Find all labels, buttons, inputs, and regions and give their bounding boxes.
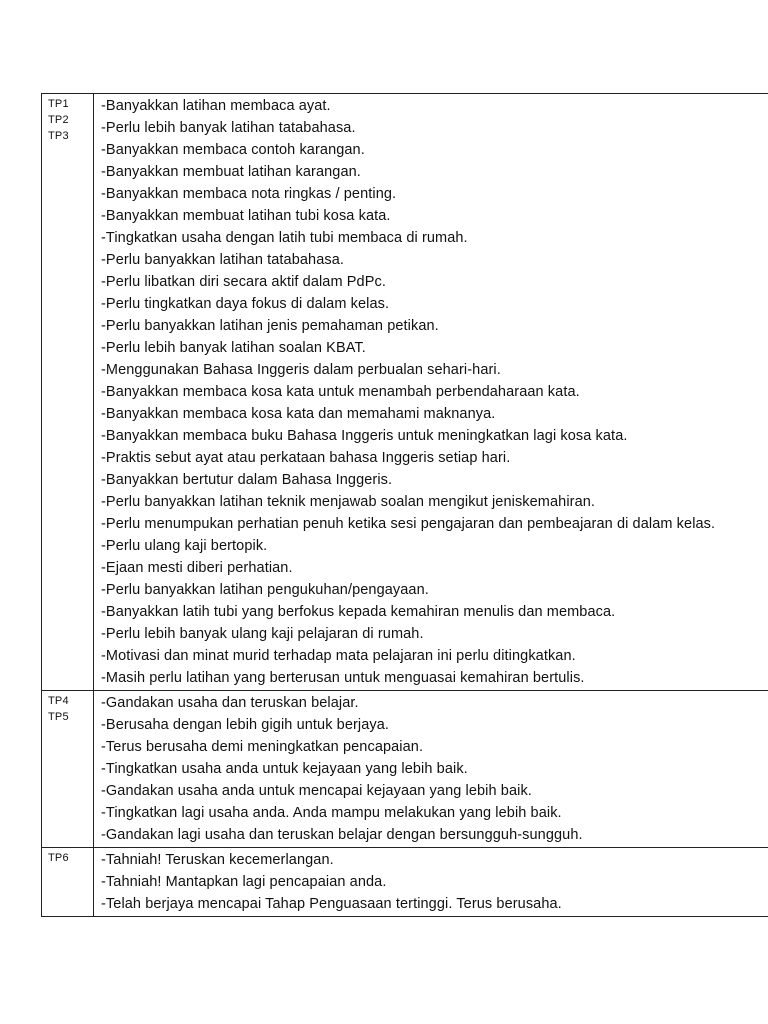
comment-line: -Perlu banyakkan latihan teknik menjawab soalan mengikut jeniskemahiran. xyxy=(101,494,596,510)
comment-line: -Banyakkan membaca buku Bahasa Inggeris untuk meningkatkan lagi kosa kata. xyxy=(101,428,628,444)
comment-line: -Banyakkan membaca kosa kata dan memahami maknanya. xyxy=(101,406,496,422)
level-label: TP3 xyxy=(48,130,69,142)
comment-line: -Masih perlu latihan yang berterusan untuk menguasai kemahiran bertulis. xyxy=(101,670,585,686)
comment-line: -Perlu lebih banyak ulang kaji pelajaran di rumah. xyxy=(101,626,424,642)
comment-line: -Banyakkan membuat latihan tubi kosa kata. xyxy=(101,208,391,224)
level-cell xyxy=(42,848,94,917)
comment-line: -Tingkatkan usaha anda untuk kejayaan yang lebih baik. xyxy=(101,761,468,777)
level-label: TP4 xyxy=(48,695,69,707)
comments-cell xyxy=(94,848,768,917)
comment-line: -Perlu banyakkan latihan jenis pemahaman petikan. xyxy=(101,318,439,334)
level-cell xyxy=(42,94,94,691)
comment-line: -Perlu tingkatkan daya fokus di dalam kelas. xyxy=(101,296,390,312)
comment-line: -Perlu banyakkan latihan tatabahasa. xyxy=(101,252,345,268)
level-label: TP5 xyxy=(48,711,69,723)
comment-line: -Banyakkan bertutur dalam Bahasa Inggeris. xyxy=(101,472,393,488)
table-row-tp1-tp3 xyxy=(42,94,768,691)
comment-line: -Banyakkan membaca kosa kata untuk menambah perbendaharaan kata. xyxy=(101,384,580,400)
comment-line: -Gandakan usaha anda untuk mencapai kejayaan yang lebih baik. xyxy=(101,783,532,799)
comment-line: -Perlu lebih banyak latihan soalan KBAT. xyxy=(101,340,366,356)
comments-cell xyxy=(94,691,768,848)
comment-line: -Telah berjaya mencapai Tahap Penguasaan tertinggi. Terus berusaha. xyxy=(101,896,562,912)
comment-line: -Menggunakan Bahasa Inggeris dalam perbualan sehari-hari. xyxy=(101,362,501,378)
comment-line: -Perlu ulang kaji bertopik. xyxy=(101,538,268,554)
level-cell xyxy=(42,691,94,848)
comment-line: -Banyakkan membaca nota ringkas / penting. xyxy=(101,186,397,202)
comment-line: -Perlu lebih banyak latihan tatabahasa. xyxy=(101,120,356,136)
comment-line: -Tahniah! Teruskan kecemerlangan. xyxy=(101,852,334,868)
comment-line: -Banyakkan membaca contoh karangan. xyxy=(101,142,365,158)
comment-line: -Berusaha dengan lebih gigih untuk berjaya. xyxy=(101,717,390,733)
table-row-tp4-tp5 xyxy=(42,691,768,848)
comment-line: -Perlu libatkan diri secara aktif dalam PdPc. xyxy=(101,274,386,290)
comment-line: -Ejaan mesti diberi perhatian. xyxy=(101,560,293,576)
level-label: TP6 xyxy=(48,852,69,864)
comment-line: -Perlu menumpukan perhatian penuh ketika sesi pengajaran dan pembeajaran di dalam kelas. xyxy=(101,516,716,532)
comment-line: -Gandakan lagi usaha dan teruskan belajar dengan bersungguh-sungguh. xyxy=(101,827,583,843)
comment-line: -Banyakkan latih tubi yang berfokus kepada kemahiran menulis dan membaca. xyxy=(101,604,616,620)
table-row-tp6 xyxy=(42,848,768,917)
comment-line: -Banyakkan membuat latihan karangan. xyxy=(101,164,361,180)
comment-line: -Praktis sebut ayat atau perkataan bahasa Inggeris setiap hari. xyxy=(101,450,511,466)
comment-line: -Tingkatkan lagi usaha anda. Anda mampu melakukan yang lebih baik. xyxy=(101,805,562,821)
level-label: TP1 xyxy=(48,98,69,110)
comment-line: -Terus berusaha demi meningkatkan pencapaian. xyxy=(101,739,424,755)
remarks-table xyxy=(41,93,768,917)
comment-line: -Motivasi dan minat murid terhadap mata pelajaran ini perlu ditingkatkan. xyxy=(101,648,576,664)
comment-line: -Perlu banyakkan latihan pengukuhan/pengayaan. xyxy=(101,582,429,598)
comment-line: -Banyakkan latihan membaca ayat. xyxy=(101,98,331,114)
comment-line: -Tingkatkan usaha dengan latih tubi membaca di rumah. xyxy=(101,230,468,246)
level-label: TP2 xyxy=(48,114,69,126)
comment-line: -Gandakan usaha dan teruskan belajar. xyxy=(101,695,359,711)
comments-cell xyxy=(94,94,768,691)
comment-line: -Tahniah! Mantapkan lagi pencapaian anda. xyxy=(101,874,387,890)
